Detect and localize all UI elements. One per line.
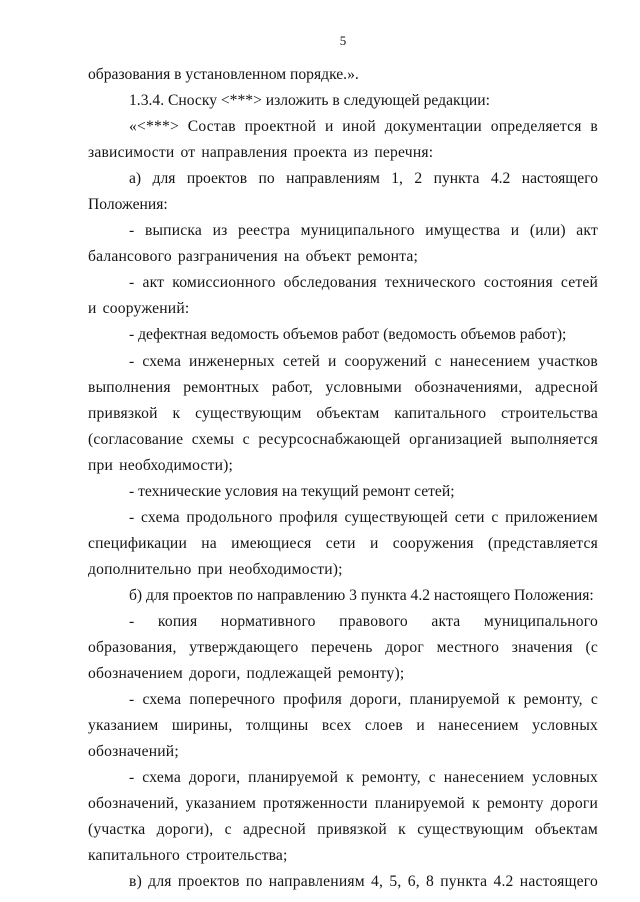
list-item: - акт комиссионного обследования технического состояния сетей и сооружений: xyxy=(88,274,598,318)
paragraph-item-b: б) для проектов по направлению 3 пункта 4.2 настоящего Положения: xyxy=(129,586,594,604)
paragraph-item-v: в) для проектов по направлениям 4, 5, 6, 8 пункта 4.2 настоящего xyxy=(129,873,598,891)
list-item: - схема поперечного профиля дороги, планируемой к ремонту, с указанием ширины, толщины всех слоев и нанесением условных обозначений; xyxy=(88,691,598,761)
list-item: - схема инженерных сетей и сооружений с нанесением участков выполнения ремонтных работ, условными обозначениями, адресной привязкой к существующим объектам капитального строительства (согласование схемы с ресурсоснабжающей организацией выполняется при необходимости); xyxy=(88,352,598,474)
page-number: 5 xyxy=(339,33,347,48)
paragraph-footnote-intro: «<***> Состав проектной и иной документации определяется в зависимости от направления проекта из перечня: xyxy=(88,118,598,162)
list-item: - дефектная ведомость объемов работ (ведомость объемов работ); xyxy=(129,326,567,344)
paragraph-clause-1-3-4: 1.3.4. Сноску <***> изложить в следующей редакции: xyxy=(129,92,490,110)
list-item: - схема дороги, планируемой к ремонту, с нанесением условных обозначений, указанием протяженности планируемой к ремонту дороги (участка дороги), с адресной привязкой к существующим объектам капитального строительства; xyxy=(88,769,598,865)
list-item: - схема продольного профиля существующей сети с приложением спецификации на имеющиеся сети и сооружения (представляется дополнительно при необходимости); xyxy=(88,508,598,578)
list-item: - технические условия на текущий ремонт сетей; xyxy=(129,482,455,500)
paragraph-continuation: образования в установленном порядке.». xyxy=(88,66,359,83)
body-text xyxy=(88,62,598,896)
list-item: - выписка из реестра муниципального имущества и (или) акт балансового разграничения на объект ремонта; xyxy=(88,222,598,266)
list-item: - копия нормативного правового акта муниципального образования, утверждающего перечень дорог местного значения (с обозначением дороги, подлежащей ремонту); xyxy=(88,612,598,683)
paragraph-item-a: а) для проектов по направлениям 1, 2 пункта 4.2 настоящего Положения: xyxy=(88,170,598,214)
